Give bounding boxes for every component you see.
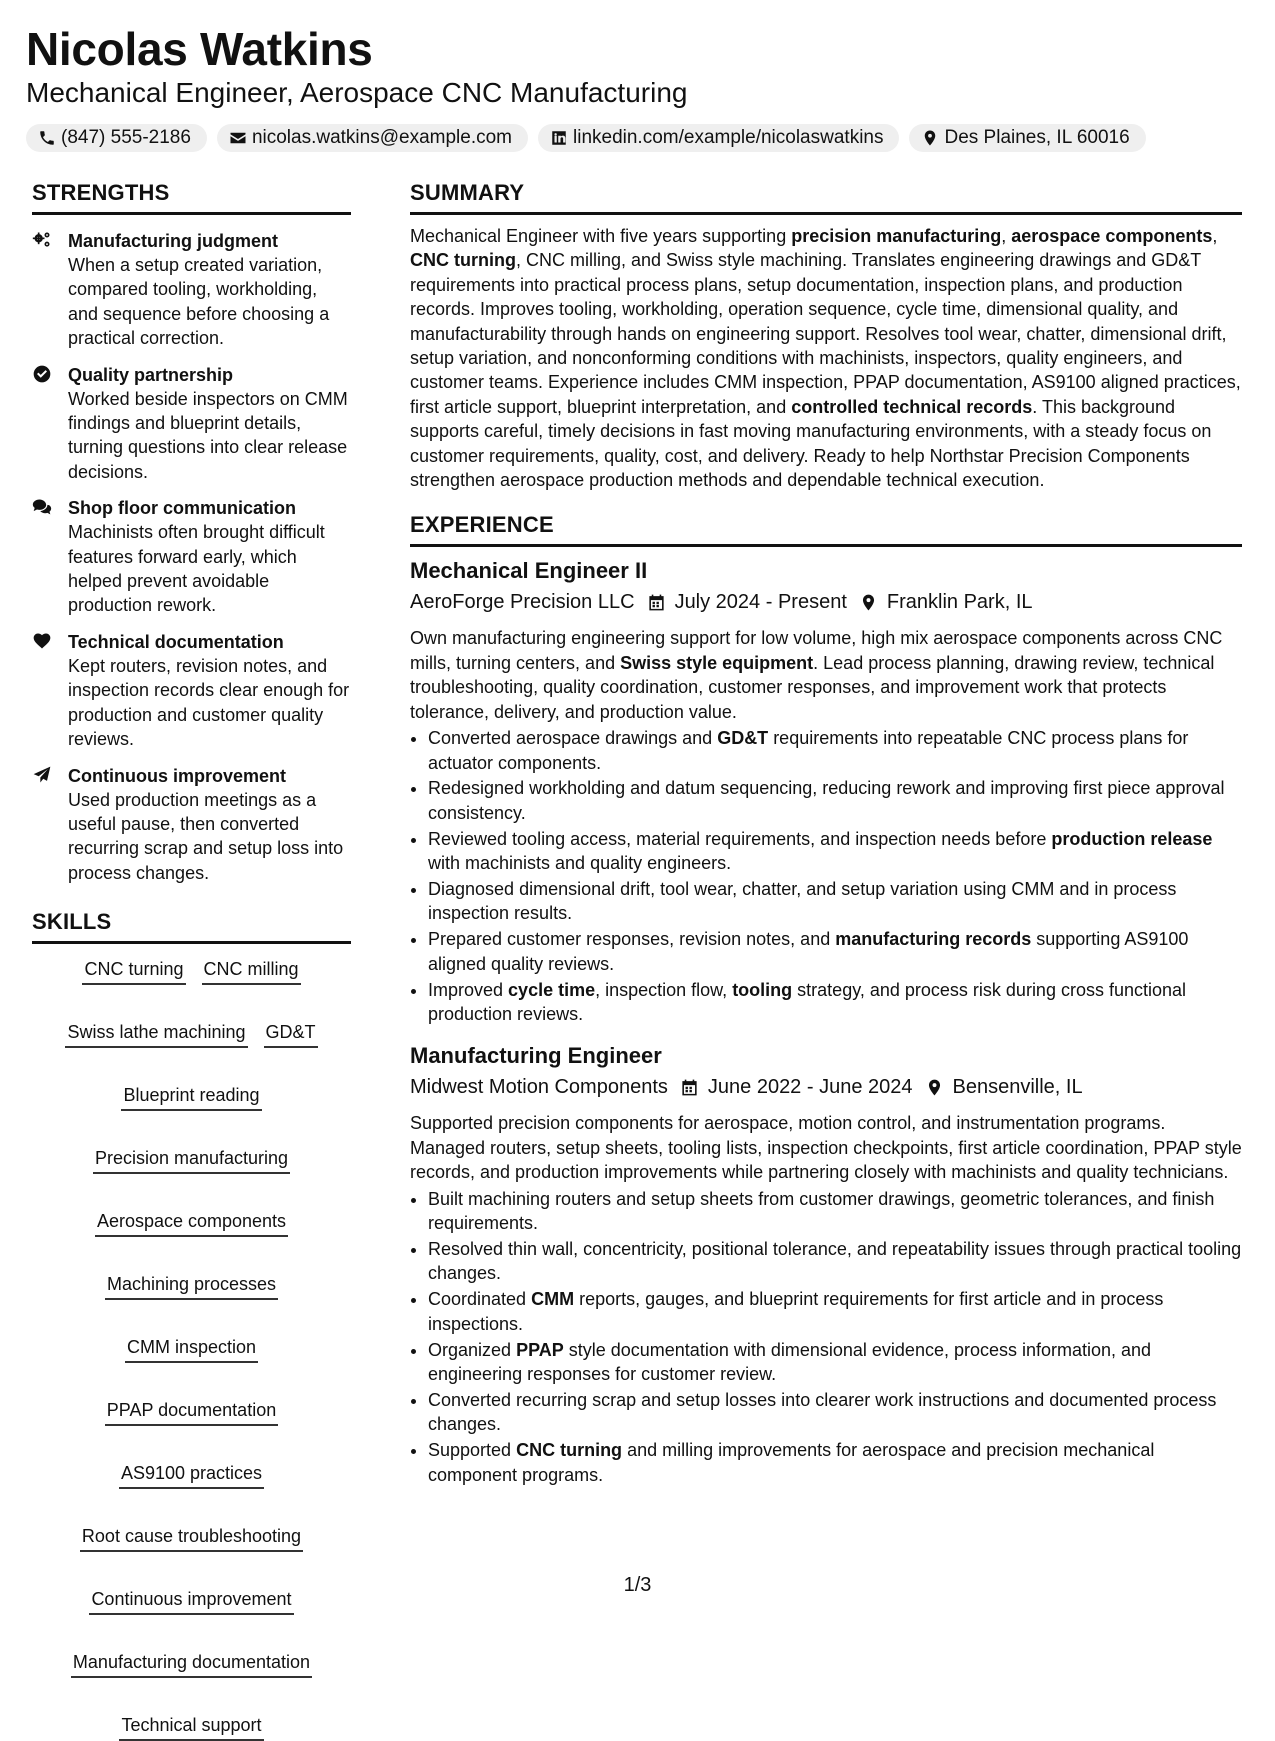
bullet-item: • Converted recurring scrap and setup losses into clearer work instructions and documented process changes. xyxy=(428,1388,1242,1437)
skill-tag: PPAP documentation xyxy=(105,1399,278,1426)
bold-phrase: CNC turning xyxy=(410,250,516,271)
company-name: AeroForge Precision LLC xyxy=(410,591,635,614)
strength-title: Manufacturing judgment xyxy=(68,231,278,251)
skill-tag: GD&T xyxy=(264,1021,318,1048)
bold-phrase: GD&T xyxy=(717,728,769,749)
skills-heading: SKILLS xyxy=(32,909,351,944)
job-entry xyxy=(410,556,1242,1026)
skills-list xyxy=(32,958,351,1741)
email-pill[interactable] xyxy=(217,124,528,152)
strength-item xyxy=(32,363,351,485)
heart-icon xyxy=(32,631,52,651)
skill-tag: Manufacturing documentation xyxy=(71,1651,312,1678)
bold-phrase: Swiss style equipment xyxy=(620,652,814,673)
location-pill xyxy=(909,124,1145,152)
strength-text: Kept routers, revision notes, and inspection records clear enough for production and customer quality reviews. xyxy=(68,655,350,750)
phone-icon xyxy=(38,129,56,147)
skill-tag: Blueprint reading xyxy=(121,1084,261,1111)
strengths-heading: STRENGTHS xyxy=(32,180,351,215)
summary-text: Mechanical Engineer with five years supporting precision manufacturing, aerospace components, CNC turning, CNC milling, and Swiss style machining. Translates engineering drawings and GD&T requirements into practical process plans, setup documentation, inspection plans, and production records. Improves tooling, workholding, operation sequence, cycle time, dimensional quality, and manufacturability through hands on engineering support. Resolves tool wear, chatter, dimensional drift, setup variation, and nonconforming conditions with machinists, inspectors, quality engineers, and customer teams. Experience includes CMM inspection, PPAP documentation, AS9100 aligned practices, first article support, blueprint interpretation, and controlled technical records. This background supports careful, timely decisions in fast moving manufacturing environments, with a steady focus on customer requirements, quality, cost, and delivery. Ready to help Northstar Precision Components strengthen aerospace production methods and dependable technical execution. xyxy=(410,226,1241,491)
job-bullets xyxy=(410,726,1242,1026)
strength-text: Used production meetings as a useful pause, then converted recurring scrap and setup loss into process changes. xyxy=(68,789,344,883)
summary-heading: SUMMARY xyxy=(410,180,1242,215)
strength-item xyxy=(32,496,351,618)
skill-tag: Technical support xyxy=(119,1714,263,1741)
location-text: Des Plaines, IL 60016 xyxy=(944,127,1130,148)
skill-tag: CNC milling xyxy=(202,958,301,985)
paper-plane-icon xyxy=(32,765,52,785)
job-title: Mechanical Engineer II xyxy=(410,558,648,584)
bold-phrase: tooling xyxy=(732,979,793,1000)
bullet-item: • Coordinated CMM reports, gauges, and blueprint requirements for first article and in process inspections. xyxy=(428,1287,1242,1336)
map-marker-icon xyxy=(921,129,939,147)
strength-text: Worked beside inspectors on CMM findings and blueprint details, turning questions into clear release decisions. xyxy=(68,388,348,482)
bold-phrase: PPAP xyxy=(516,1339,564,1360)
candidate-name: Nicolas Watkins xyxy=(26,23,373,75)
bullet-item: • Redesigned workholding and datum sequencing, reducing rework and improving first piece approval consistency. xyxy=(428,776,1242,825)
phone-pill[interactable] xyxy=(26,124,207,152)
strength-title: Shop floor communication xyxy=(68,498,296,519)
strength-title: Continuous improvement xyxy=(68,765,287,786)
bold-phrase: precision manufacturing xyxy=(791,226,1002,246)
strength-item xyxy=(32,630,351,752)
job-bullets xyxy=(410,1187,1242,1487)
skill-tag: CMM inspection xyxy=(125,1336,258,1363)
resume-header xyxy=(26,22,1246,152)
bullet-item: • Diagnosed dimensional drift, tool wear, chatter, and setup variation using CMM and in process inspection results. xyxy=(428,877,1242,926)
linkedin-icon xyxy=(550,129,568,147)
phone-text: (847) 555-2186 xyxy=(61,127,191,148)
bullet-item: • Organized PPAP style documentation with dimensional evidence, process information, and engineering responses for customer review. xyxy=(428,1338,1242,1387)
strength-item xyxy=(32,229,351,351)
skill-tag: Swiss lathe machining xyxy=(65,1021,247,1048)
strengths-list xyxy=(32,229,351,885)
skill-tag: Root cause troubleshooting xyxy=(80,1525,303,1552)
gears-icon xyxy=(32,230,52,250)
company-name: Midwest Motion Components xyxy=(410,1076,668,1099)
calendar-icon xyxy=(680,1078,699,1097)
bullet-item: • Built machining routers and setup sheets from customer drawings, geometric tolerances, and finish requirements. xyxy=(428,1187,1242,1236)
bold-phrase: production release xyxy=(1051,828,1213,849)
check-circle-icon xyxy=(32,364,52,384)
job-dates: June 2022 - June 2024 xyxy=(707,1076,913,1099)
strength-title: Quality partnership xyxy=(68,364,234,385)
job-meta xyxy=(410,587,1242,617)
comments-icon xyxy=(32,497,52,517)
skill-tag: CNC turning xyxy=(82,958,185,985)
job-title: Manufacturing Engineer xyxy=(410,1043,662,1069)
experience-heading: EXPERIENCE xyxy=(410,512,1242,547)
skill-tag: AS9100 practices xyxy=(119,1462,264,1489)
bullet-item: • Improved cycle time, inspection flow, tooling strategy, and process risk during cross functional production reviews. xyxy=(428,978,1242,1027)
strength-title: Technical documentation xyxy=(68,631,284,652)
linkedin-pill[interactable] xyxy=(538,124,899,152)
skill-tag: Machining processes xyxy=(105,1273,278,1300)
job-description: Supported precision components for aerospace, motion control, and instrumentation programs. Managed routers, setup sheets, tooling lists, inspection checkpoints, first article coordination, PPAP style records, and production improvements while partnering closely with machinists and quality technicians. xyxy=(410,1113,1242,1183)
bold-phrase: CNC turning xyxy=(516,1440,623,1461)
candidate-title: Mechanical Engineer, Aerospace CNC Manufacturing xyxy=(26,77,688,108)
skill-tag: Continuous improvement xyxy=(89,1588,293,1615)
email-text: nicolas.watkins@example.com xyxy=(251,127,512,148)
bullet-item: • Prepared customer responses, revision notes, and manufacturing records supporting AS9100 aligned quality reviews. xyxy=(428,927,1242,976)
job-description: Own manufacturing engineering support for low volume, high mix aerospace components across CNC mills, turning centers, and Swiss style equipment. Lead process planning, drawing review, technical troubleshooting, quality coordination, customer responses, and improvement work that protects tolerance, delivery, and production value. xyxy=(410,628,1223,722)
contact-bar xyxy=(26,124,1246,152)
job-entry xyxy=(410,1041,1242,1487)
strength-text: Machinists often brought difficult features forward early, which helped prevent avoidable production rework. xyxy=(68,522,325,616)
job-dates: July 2024 - Present xyxy=(674,591,847,614)
map-marker-icon xyxy=(859,593,878,612)
job-location: Franklin Park, IL xyxy=(886,591,1033,614)
map-marker-icon xyxy=(925,1078,944,1097)
page-number: 1/3 xyxy=(623,1574,652,1596)
bold-phrase: CMM xyxy=(531,1289,575,1310)
bold-phrase: controlled technical records xyxy=(791,396,1033,417)
strength-item xyxy=(32,764,351,886)
linkedin-text: linkedin.com/example/nicolaswatkins xyxy=(573,127,884,148)
job-meta xyxy=(410,1072,1242,1102)
bullet-item: • Resolved thin wall, concentricity, positional tolerance, and repeatability issues through practical tooling changes. xyxy=(428,1237,1242,1286)
skill-tag: Aerospace components xyxy=(95,1210,288,1237)
job-location: Bensenville, IL xyxy=(952,1076,1083,1099)
bullet-item: • Supported CNC turning and milling improvements for aerospace and precision mechanical component programs. xyxy=(428,1438,1242,1487)
calendar-icon xyxy=(647,593,666,612)
envelope-icon xyxy=(229,129,247,147)
bullet-item: • Reviewed tooling access, material requirements, and inspection needs before production release with machinists and quality engineers. xyxy=(428,827,1242,876)
right-column xyxy=(410,180,1242,1489)
left-column xyxy=(32,180,351,1741)
strength-text: When a setup created variation, compared tooling, workholding, and sequence before choosing a practical correction. xyxy=(68,255,330,349)
bold-phrase: aerospace components xyxy=(1011,226,1213,246)
bold-phrase: manufacturing records xyxy=(835,929,1032,950)
skill-tag: Precision manufacturing xyxy=(93,1147,290,1174)
bullet-item: • Converted aerospace drawings and GD&T requirements into repeatable CNC process plans for actuator components. xyxy=(428,726,1242,775)
bold-phrase: cycle time xyxy=(508,979,596,1000)
